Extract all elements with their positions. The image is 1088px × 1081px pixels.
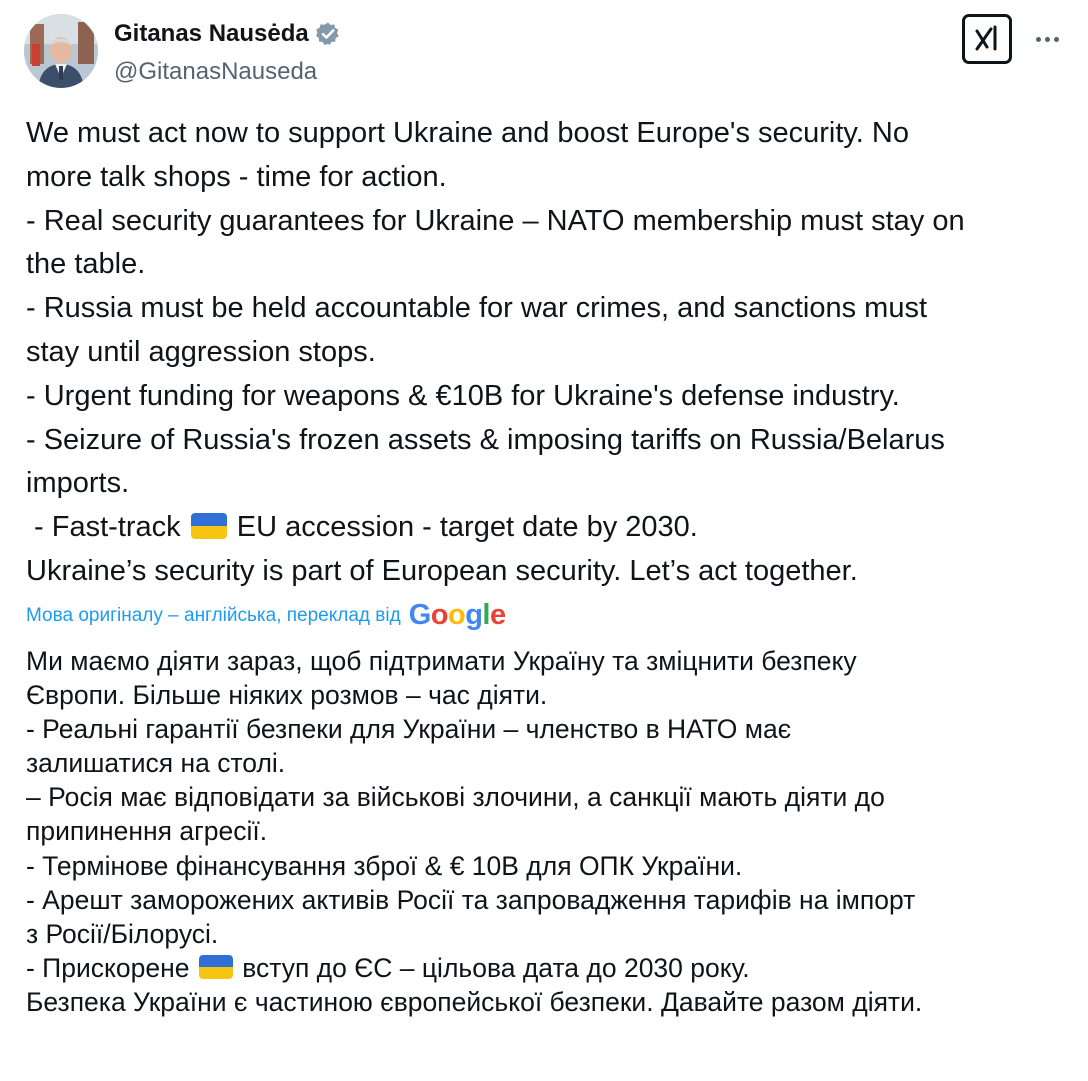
- translation-line: припинення агресії.: [26, 816, 268, 847]
- translation-line: – Росія має відповідати за військові злочини, а санкції мають діяти до: [26, 782, 885, 813]
- grok-icon: [965, 17, 1009, 61]
- translation-line: з Росії/Білорусі.: [26, 918, 219, 949]
- post-line: more talk shops - time for action.: [26, 160, 447, 193]
- post-line-flag-after: EU accession - target date by 2030.: [228, 511, 698, 544]
- translation-line-flag-after: вступ до ЄС – цільова дата до 2030 року.: [234, 952, 750, 983]
- post-line: the table.: [26, 248, 146, 281]
- post-text-translation: [26, 644, 1066, 1019]
- translation-line-flag-before: - Прискорене: [26, 952, 197, 983]
- post-line: stay until aggression stops.: [26, 335, 376, 368]
- translation-line: - Термінове фінансування зброї & € 10B для ОПК України.: [26, 850, 743, 881]
- post-closing-line: Ukraine’s security is part of European security. Let’s act together.: [26, 554, 858, 587]
- more-dot: [1036, 37, 1041, 42]
- avatar-image: [24, 14, 98, 88]
- post-header: [24, 14, 1064, 92]
- translation-line-flag: [26, 951, 1066, 985]
- post-line-flag-before: - Fast-track: [26, 511, 189, 544]
- translation-line: - Реальні гарантії безпеки для України – членство в НАТО має: [26, 714, 792, 745]
- ukraine-flag-icon: [191, 513, 227, 539]
- verified-badge-icon[interactable]: [315, 21, 341, 47]
- grok-button[interactable]: [962, 14, 1012, 64]
- post-line: - Real security guarantees for Ukraine – NATO membership must stay on: [26, 204, 965, 237]
- translation-line: Ми маємо діяти зараз, щоб підтримати Україну та зміцнити безпеку: [26, 646, 857, 676]
- post-line: - Seizure of Russia's frozen assets & imposing tariffs on Russia/Belarus: [26, 423, 945, 456]
- user-handle[interactable]: @GitanasNauseda: [114, 58, 318, 85]
- post-text-original: [26, 112, 1066, 594]
- translation-attribution[interactable]: [26, 598, 506, 634]
- ukraine-flag-icon: [199, 955, 233, 979]
- translation-note[interactable]: Мова оригіналу – англійська, переклад від: [26, 605, 401, 626]
- post-line: - Russia must be held accountable for war crimes, and sanctions must: [26, 292, 928, 325]
- post-line: imports.: [26, 467, 130, 500]
- more-dot: [1045, 37, 1050, 42]
- display-name[interactable]: Gitanas Nausėda: [114, 20, 309, 47]
- post-line-flag: [26, 506, 1066, 550]
- avatar[interactable]: [24, 14, 98, 88]
- name-row: [114, 18, 341, 50]
- google-logo-icon: Google: [408, 598, 506, 631]
- translation-closing-line: Безпека України є частиною європейської безпеки. Давайте разом діяти.: [26, 986, 923, 1017]
- translation-line: залишатися на столі.: [26, 748, 286, 779]
- post-line: - Urgent funding for weapons & €10B for Ukraine's defense industry.: [26, 379, 900, 412]
- post-line: We must act now to support Ukraine and boost Europe's security. No: [26, 117, 909, 149]
- more-dot: [1054, 37, 1059, 42]
- more-options-icon[interactable]: [1030, 24, 1064, 54]
- translation-line: Європи. Більше ніяких розмов – час діяти.: [26, 680, 548, 711]
- translation-line: - Арешт заморожених активів Росії та запровадження тарифів на імпорт: [26, 884, 916, 915]
